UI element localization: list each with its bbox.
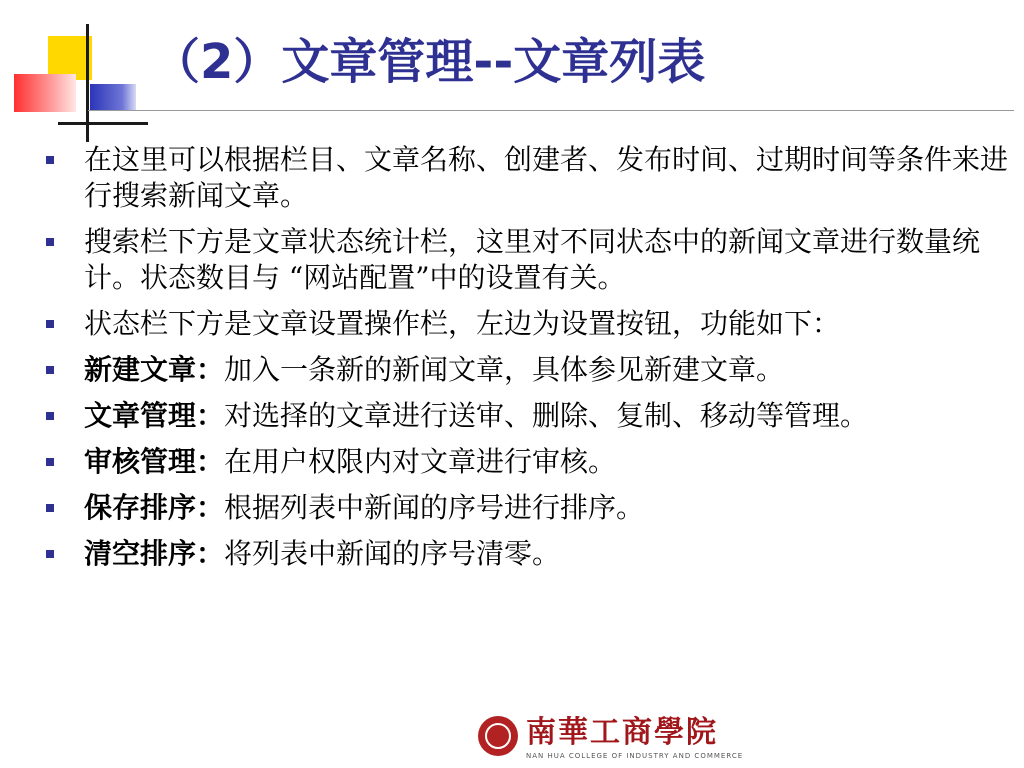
college-logo [478, 714, 744, 766]
bullet-item [44, 352, 1014, 388]
bullet-item [44, 142, 1014, 214]
square-bullet-icon [46, 320, 54, 328]
bullet-text: 状态栏下方是文章设置操作栏，左边为设置按钮，功能如下： [84, 307, 841, 340]
square-bullet-icon [46, 504, 54, 512]
bullet-term: 清空排序： [84, 537, 225, 570]
college-name: 南華工商學院 [526, 715, 718, 750]
college-seal-icon [478, 716, 518, 756]
bullet-item [44, 536, 1014, 572]
square-bullet-icon [46, 458, 54, 466]
slide-title: （2）文章管理--文章列表 [152, 34, 706, 90]
bullet-item [44, 224, 1014, 296]
bullet-list [44, 142, 1014, 582]
bullet-text: 在这里可以根据栏目、文章名称、创建者、发布时间、过期时间等条件来进行搜索新闻文章。 [84, 143, 1009, 212]
bullet-text: 根据列表中新闻的序号进行排序。 [224, 491, 645, 524]
bullet-term: 保存排序： [84, 491, 225, 524]
square-bullet-icon [46, 156, 54, 164]
bullet-text: 在用户权限内对文章进行审核。 [224, 445, 617, 478]
bullet-item [44, 398, 1014, 434]
college-english-name: NAN HUA COLLEGE OF INDUSTRY AND COMMERCE [526, 752, 744, 760]
bullet-text: 加入一条新的新闻文章，具体参见新建文章。 [224, 353, 785, 386]
bullet-text: 对选择的文章进行送审、删除、复制、移动等管理。 [224, 399, 869, 432]
decor-blue-block [90, 84, 136, 110]
title-underline [88, 110, 1014, 111]
bullet-text: 将列表中新闻的序号清零。 [224, 537, 561, 570]
decor-red-block [14, 74, 76, 112]
bullet-term: 新建文章： [84, 353, 225, 386]
square-bullet-icon [46, 412, 54, 420]
bullet-term: 审核管理： [84, 445, 225, 478]
square-bullet-icon [46, 238, 54, 246]
bullet-text: 搜索栏下方是文章状态统计栏，这里对不同状态中的新闻文章进行数量统计。状态数目与 “网站配置”中的设置有关。 [84, 225, 981, 294]
bullet-term: 文章管理： [84, 399, 225, 432]
square-bullet-icon [46, 550, 54, 558]
decor-horizontal-line [58, 122, 148, 125]
square-bullet-icon [46, 366, 54, 374]
bullet-item [44, 306, 1014, 342]
bullet-item [44, 444, 1014, 480]
bullet-item [44, 490, 1014, 526]
